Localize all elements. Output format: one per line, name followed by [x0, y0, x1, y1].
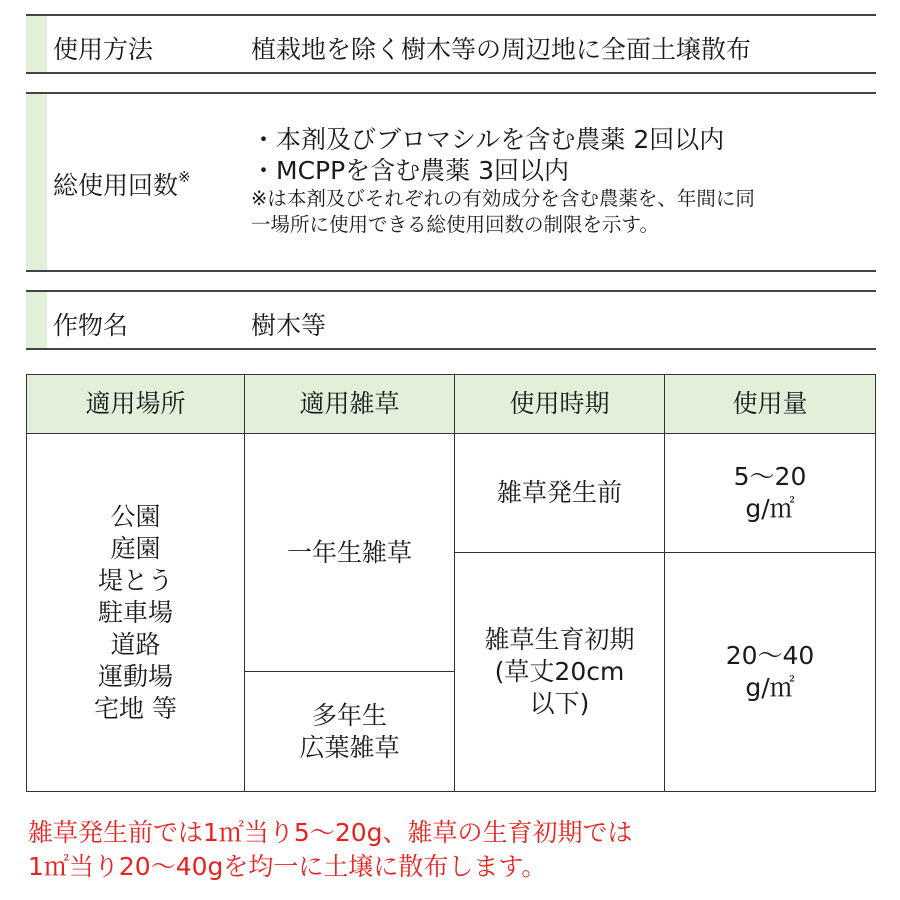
- count-line-mcpp: ・MCPPを含む農薬 3回以内: [251, 156, 570, 185]
- table-row: [27, 434, 876, 553]
- amount-unit: g/㎡: [745, 494, 795, 523]
- usage-method-value: 植栽地を除く樹木等の周辺地に全面土壌散布: [251, 35, 752, 64]
- header-amount: 使用量: [665, 375, 876, 434]
- row-accent-bar: [26, 292, 47, 348]
- place-item: 庭園: [110, 533, 161, 563]
- timing-line: 雑草生育初期: [484, 625, 635, 654]
- places-cell: [27, 434, 245, 792]
- header-timing: 使用時期: [455, 375, 665, 434]
- amount-value: 20～40: [725, 641, 815, 670]
- crop-name-row: [26, 290, 876, 350]
- amount-before-cell: [665, 434, 876, 553]
- total-usage-count-row: [26, 92, 876, 272]
- header-place: 適用場所: [27, 375, 245, 434]
- row-accent-bar: [26, 16, 47, 72]
- amount-value: 5～20: [733, 462, 807, 491]
- count-note-line: 一場所に使用できる総使用回数の制限を示す。: [251, 213, 659, 236]
- row-accent-bar: [26, 94, 47, 270]
- count-line-bromacil: ・本剤及びブロマシルを含む農薬 2回以内: [251, 125, 725, 154]
- usage-method-label: 使用方法: [53, 35, 154, 64]
- weed-perennial-cell: [245, 672, 455, 792]
- timing-line: (草丈20cm: [494, 657, 625, 686]
- place-item: 駐車場: [97, 597, 173, 627]
- table-header-row: [27, 375, 876, 434]
- usage-method-row: [26, 14, 876, 74]
- timing-line: 以下): [529, 689, 590, 718]
- weed-line: 多年生: [311, 700, 387, 730]
- footnote-line: 1㎡当り20～40gを均一に土壌に散布します。: [28, 852, 547, 881]
- count-note-line: ※は本剤及びそれぞれの有効成分を含む農薬を、年間に同: [251, 187, 755, 210]
- total-usage-count-value: [251, 124, 755, 238]
- weed-line: 広葉雑草: [299, 732, 400, 762]
- footnote-line: 雑草発生前では1㎡当り5～20g、雑草の生育初期では: [28, 818, 633, 847]
- total-usage-count-label: 総使用回数※: [53, 167, 191, 200]
- application-table: [26, 374, 876, 792]
- place-item: 宅地 等: [94, 693, 177, 723]
- place-item: 道路: [110, 629, 161, 659]
- crop-name-label: 作物名: [53, 311, 129, 340]
- usage-footnote: [28, 816, 633, 884]
- timing-early-cell: [455, 553, 665, 792]
- crop-name-value: 樹木等: [251, 311, 327, 340]
- header-weed: 適用雑草: [245, 375, 455, 434]
- amount-early-cell: [665, 553, 876, 792]
- weed-annual-cell: 一年生雑草: [245, 434, 455, 672]
- reference-mark: ※: [178, 167, 191, 186]
- timing-before-cell: 雑草発生前: [455, 434, 665, 553]
- amount-unit: g/㎡: [745, 673, 795, 702]
- place-item: 運動場: [97, 661, 173, 691]
- place-item: 公園: [110, 501, 161, 531]
- place-item: 堤とう: [97, 565, 173, 595]
